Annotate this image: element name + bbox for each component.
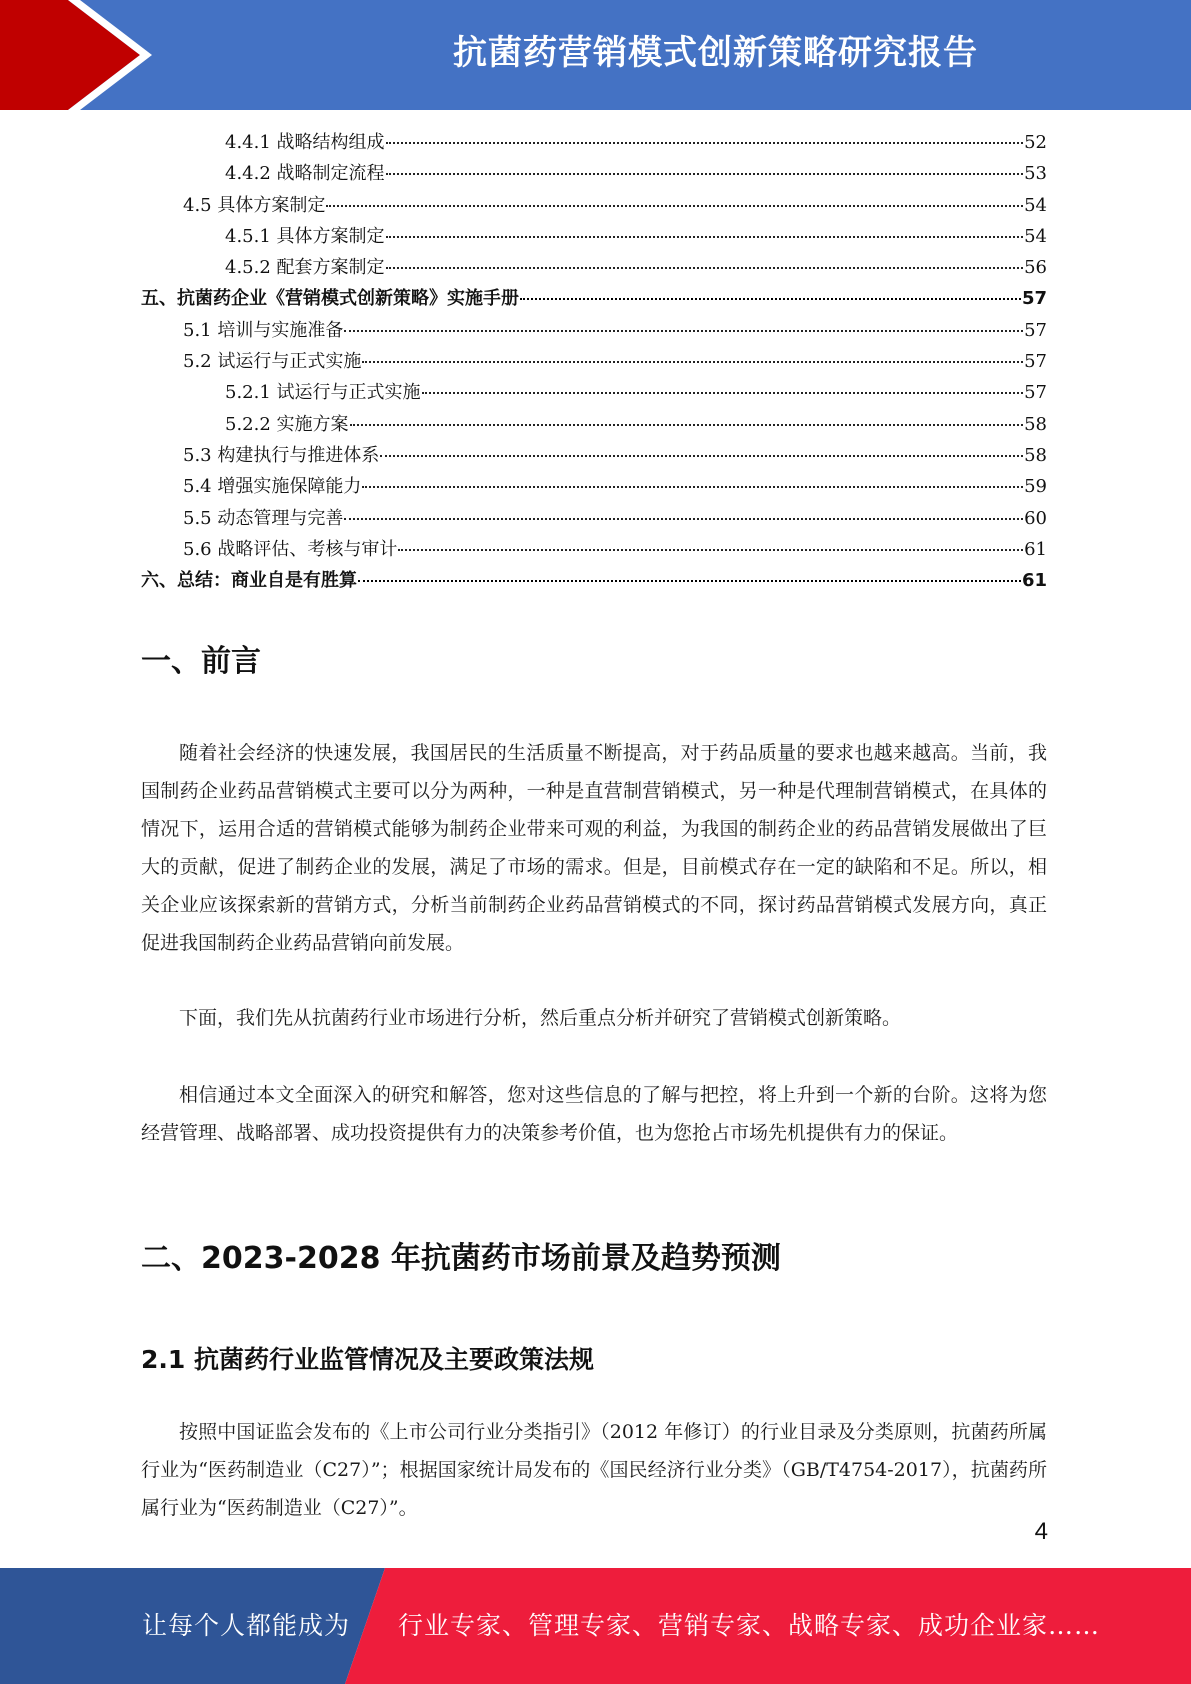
- toc-entry-label: 六、总结：商业自是有胜算: [141, 570, 357, 592]
- footer-slogan-right: 行业专家、管理专家、营销专家、战略专家、成功企业家……: [398, 1611, 1101, 1640]
- toc-entry[interactable]: [141, 346, 1047, 377]
- paragraph: 下面，我们先从抗菌药行业市场进行分析，然后重点分析并研究了营销模式创新策略。: [179, 1007, 902, 1029]
- toc-leader-dots: [362, 361, 1023, 363]
- section-heading-preface: 一、前言: [141, 644, 261, 679]
- toc-leader-dots: [520, 298, 1021, 300]
- subsection-heading: 2.1 抗菌药行业监管情况及主要政策法规: [141, 1345, 594, 1374]
- report-footer: [0, 1568, 1191, 1684]
- toc-entry-page: 57: [1024, 351, 1047, 373]
- toc-leader-dots: [350, 424, 1024, 426]
- toc-entry[interactable]: [141, 409, 1047, 440]
- toc-entry[interactable]: [141, 221, 1047, 252]
- toc-entry-page: 56: [1024, 257, 1047, 279]
- toc-leader-dots: [398, 549, 1023, 551]
- toc-entry[interactable]: [141, 283, 1047, 314]
- report-header: [0, 0, 1191, 110]
- toc-entry-page: 58: [1024, 413, 1047, 435]
- toc-entry[interactable]: [141, 503, 1047, 534]
- toc-entry-page: 57: [1024, 382, 1047, 404]
- paragraph: 按照中国证监会发布的《上市公司行业分类指引》（2012 年修订）的行业目录及分类原则，抗菌药所属行业为“医药制造业（C27）”；根据国家统计局发布的《国民经济行业分类》（GB/T4754-2017），抗菌药所属行业为“医药制造业（C27）”。: [141, 1421, 1047, 1519]
- toc-entry[interactable]: [141, 190, 1047, 221]
- page-number: 4: [1034, 1518, 1048, 1545]
- toc-entry-label: 五、抗菌药企业《营销模式创新策略》实施手册: [141, 288, 519, 310]
- toc-entry[interactable]: [141, 377, 1047, 408]
- section-heading-forecast: 二、2023-2028 年抗菌药市场前景及趋势预测: [141, 1241, 781, 1276]
- toc-entry-page: 61: [1021, 570, 1047, 592]
- header-arrow-decoration: [0, 0, 160, 110]
- toc-entry-label: 4.4.2 战略制定流程: [225, 163, 385, 185]
- paragraph: 相信通过本文全面深入的研究和解答，您对这些信息的了解与把控，将上升到一个新的台阶。这将为您经营管理、战略部署、成功投资提供有力的决策参考价值，也为您抢占市场先机提供有力的保证。: [141, 1084, 1047, 1144]
- toc-entry-label: 5.5 动态管理与完善: [183, 507, 344, 529]
- toc-leader-dots: [358, 580, 1021, 582]
- paragraph: 随着社会经济的快速发展，我国居民的生活质量不断提高，对于药品质量的要求也越来越高。当前，我国制药企业药品营销模式主要可以分为两种，一种是直营制营销模式，另一种是代理制营销模式，在具体的情况下，运用合适的营销模式能够为制药企业带来可观的利益，为我国的制药企业的药品营销发展做出了巨大的贡献，促进了制药企业的发展，满足了市场的需求。但是，目前模式存在一定的缺陷和不足。所以，相关企业应该探索新的营销方式，分析当前制药企业药品营销模式的不同，探讨药品营销模式发展方向，真正促进我国制药企业药品营销向前发展。: [141, 742, 1047, 954]
- toc-entry-label: 4.5.2 配套方案制定: [225, 257, 385, 279]
- toc-entry[interactable]: [141, 252, 1047, 283]
- toc-entry[interactable]: [141, 127, 1047, 158]
- footer-slogan-left: 让每个人都能成为: [142, 1611, 351, 1640]
- toc-entry[interactable]: [141, 565, 1047, 596]
- toc-leader-dots: [362, 486, 1023, 488]
- toc-entry-label: 4.4.1 战略结构组成: [225, 132, 385, 153]
- toc-entry-label: 5.1 培训与实施准备: [183, 319, 344, 341]
- toc-entry-page: 60: [1024, 507, 1047, 529]
- toc-entry-label: 5.2.1 试运行与正式实施: [225, 382, 421, 404]
- toc-entry[interactable]: [141, 315, 1047, 346]
- toc-entry-page: 58: [1024, 444, 1047, 466]
- toc-entry-page: 53: [1024, 163, 1047, 185]
- toc-entry-page: 61: [1024, 538, 1047, 560]
- toc-entry-label: 5.2.2 实施方案: [225, 413, 349, 435]
- toc-leader-dots: [344, 518, 1023, 520]
- toc-leader-dots: [386, 173, 1024, 175]
- toc-entry[interactable]: [141, 440, 1047, 471]
- toc-entry-label: 5.3 构建执行与推进体系: [183, 444, 380, 466]
- toc-entry-page: 57: [1021, 288, 1047, 310]
- toc-entry-page: 54: [1024, 194, 1047, 216]
- toc-entry-label: 5.2 试运行与正式实施: [183, 351, 362, 373]
- toc-leader-dots: [326, 205, 1023, 207]
- toc-leader-dots: [344, 330, 1023, 332]
- toc-entry[interactable]: [141, 471, 1047, 502]
- toc-leader-dots: [380, 455, 1023, 457]
- toc-entry-label: 4.5 具体方案制定: [183, 194, 326, 216]
- toc-entry-label: 4.5.1 具体方案制定: [225, 225, 385, 247]
- table-of-contents: [141, 127, 1047, 596]
- toc-entry-page: 52: [1024, 132, 1047, 153]
- toc-leader-dots: [386, 142, 1024, 144]
- toc-leader-dots: [386, 267, 1024, 269]
- toc-leader-dots: [422, 392, 1024, 394]
- report-title: 抗菌药营销模式创新策略研究报告: [453, 33, 978, 73]
- toc-entry-label: 5.4 增强实施保障能力: [183, 476, 362, 498]
- toc-entry[interactable]: [141, 158, 1047, 189]
- toc-entry-page: 59: [1024, 476, 1047, 498]
- toc-entry-page: 54: [1024, 225, 1047, 247]
- toc-entry[interactable]: [141, 534, 1047, 565]
- toc-leader-dots: [386, 236, 1024, 238]
- toc-entry-label: 5.6 战略评估、考核与审计: [183, 538, 398, 560]
- toc-entry-page: 57: [1024, 319, 1047, 341]
